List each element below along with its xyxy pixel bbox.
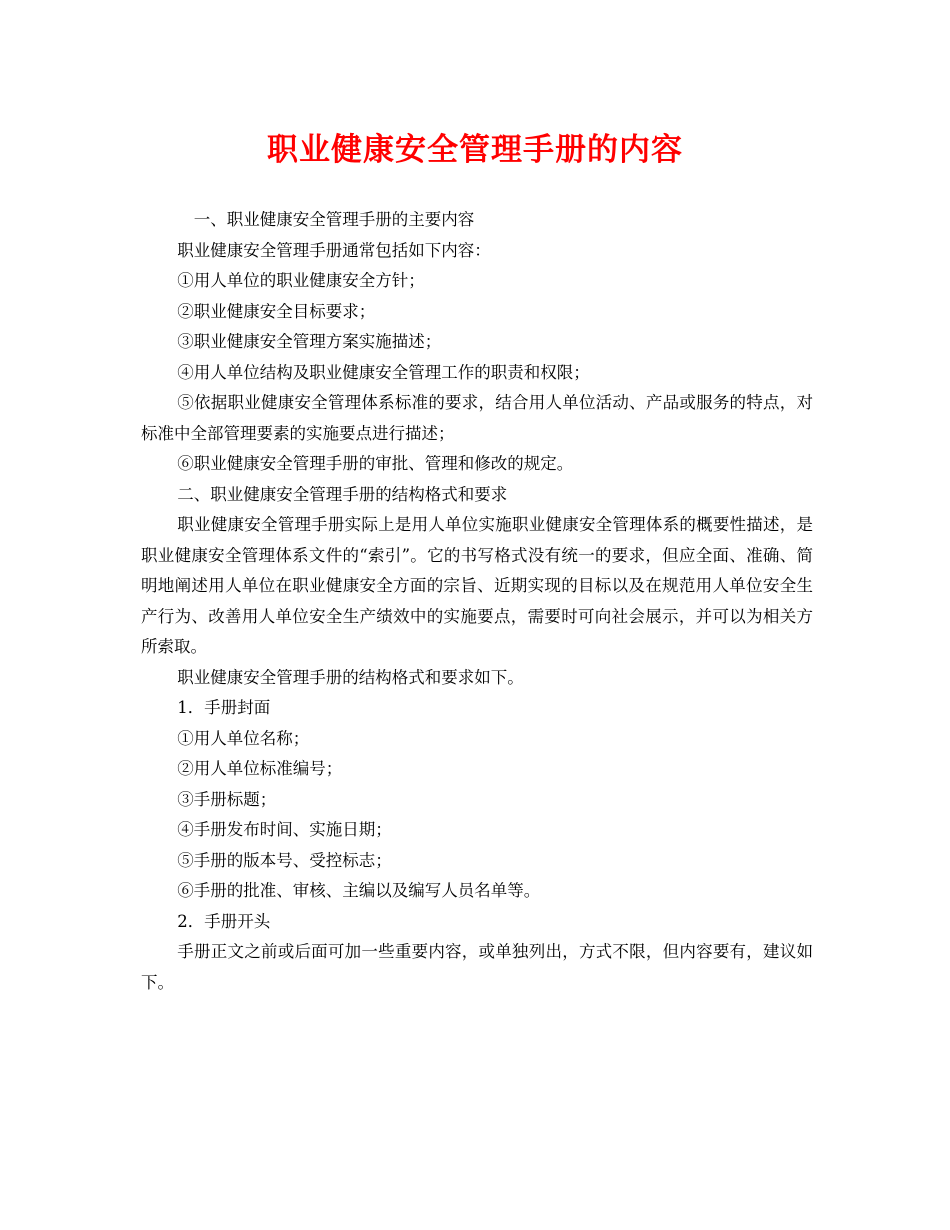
paragraph-structure-intro: 职业健康安全管理手册的结构格式和要求如下。 [177, 667, 524, 687]
paragraph-opening: 手册正文之前或后面可加一些重要内容，或单独列出，方式不限，但内容要有，建议如下。 [141, 942, 813, 992]
paragraph-intro: 职业健康安全管理手册通常包括如下内容： [177, 240, 491, 260]
paragraph-description: 职业健康安全管理手册实际上是用人单位实施职业健康安全管理体系的概要性描述，是职业健康安全管理体系文件的“索引”。它的书写格式没有统一的要求，但应全面、准确、简明地阐述用人单位在职业健康安全方面的宗旨、近期实现的目标以及在规范用人单位安全生产行为、改善用人单位安全生产绩效中的实施要点，需要时可向社会展示，并可以为相关方所索取。 [141, 515, 813, 656]
list-item: ①用人单位名称； [177, 728, 310, 748]
subsection-heading-cover: 1．手册封面 [177, 698, 271, 717]
list-item: ⑥职业健康安全管理手册的审批、管理和修改的规定。 [177, 454, 574, 473]
list-item: ①用人单位的职业健康安全方针； [177, 271, 425, 290]
list-item: ②用人单位标准编号； [177, 759, 343, 778]
list-item: ②职业健康安全目标要求； [177, 301, 376, 321]
document-body [141, 205, 813, 998]
list-item: ④手册发布时间、实施日期； [177, 820, 392, 839]
list-item: ④用人单位结构及职业健康安全管理工作的职责和权限； [177, 362, 590, 382]
document-title: 职业健康安全管理手册的内容 [267, 132, 683, 168]
list-item: ⑥手册的批准、审核、主编以及编写人员名单等。 [177, 881, 541, 900]
list-item: ③手册标题； [177, 789, 277, 809]
section-heading-1: 一、职业健康安全管理手册的主要内容 [193, 210, 475, 229]
subsection-heading-opening: 2．手册开头 [177, 911, 271, 931]
list-item: ⑤手册的版本号、受控标志； [177, 850, 392, 870]
list-item: ⑤依据职业健康安全管理体系标准的要求，结合用人单位活动、产品或服务的特点，对标准中全部管理要素的实施要点进行描述； [141, 393, 813, 443]
section-heading-2: 二、职业健康安全管理手册的结构格式和要求 [177, 484, 508, 504]
list-item: ③职业健康安全管理方案实施描述； [177, 332, 442, 351]
